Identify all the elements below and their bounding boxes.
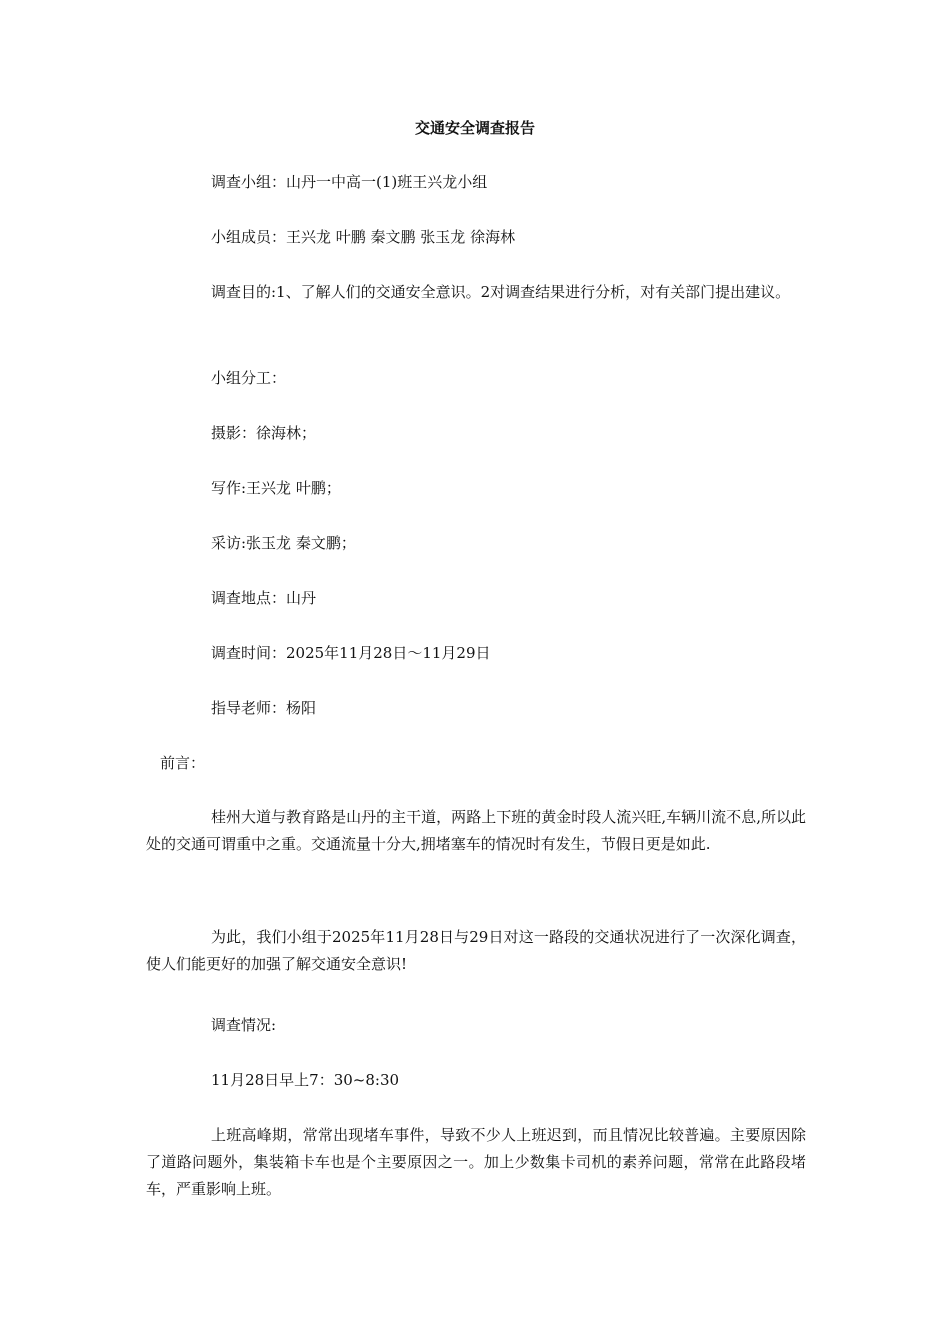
survey-purpose: 调查目的:1、了解人们的交通安全意识。2对调查结果进行分析，对有关部门提出建议。 xyxy=(211,283,791,301)
writing-role: 写作:王兴龙 叶鹏； xyxy=(211,479,341,497)
document-title: 交通安全调查报告 xyxy=(414,119,535,137)
photography-role: 摄影：徐海林； xyxy=(211,424,317,442)
situation-heading: 调查情况: xyxy=(211,1016,277,1034)
survey-location: 调查地点：山丹 xyxy=(211,589,317,607)
situation-paragraph-1: 上班高峰期，常常出现堵车事件，导致不少人上班迟到，而且情况比较普遍。主要原因除了道路问题外，集装箱卡车也是个主要原因之一。加上少数集卡司机的素养问题，常常在此路段堵车，严重影响上班。 xyxy=(146,1126,806,1198)
survey-group: 调查小组：山丹一中高一(1)班王兴龙小组 xyxy=(211,173,488,191)
group-members: 小组成员：王兴龙 叶鹏 秦文鹏 张玉龙 徐海林 xyxy=(211,228,516,246)
preface-paragraph-2: 为此，我们小组于2025年11月28日与29日对这一路段的交通状况进行了一次深化调查，使人们能更好的加强了解交通安全意识! xyxy=(146,928,806,973)
survey-time: 调查时间：2025年11月28日～11月29日 xyxy=(211,644,491,662)
preface-paragraph-1: 桂州大道与教育路是山丹的主干道，两路上下班的黄金时段人流兴旺,车辆川流不息,所以此处的交通可谓重中之重。交通流量十分大,拥堵塞车的情况时有发生，节假日更是如此. xyxy=(146,808,806,853)
interview-role: 采访:张玉龙 秦文鹏； xyxy=(211,534,356,552)
preface-heading: 前言： xyxy=(160,754,206,772)
supervising-teacher: 指导老师：杨阳 xyxy=(211,699,317,717)
situation-time: 11月28日早上7：30~8:30 xyxy=(211,1071,400,1089)
division-heading: 小组分工： xyxy=(211,369,287,387)
